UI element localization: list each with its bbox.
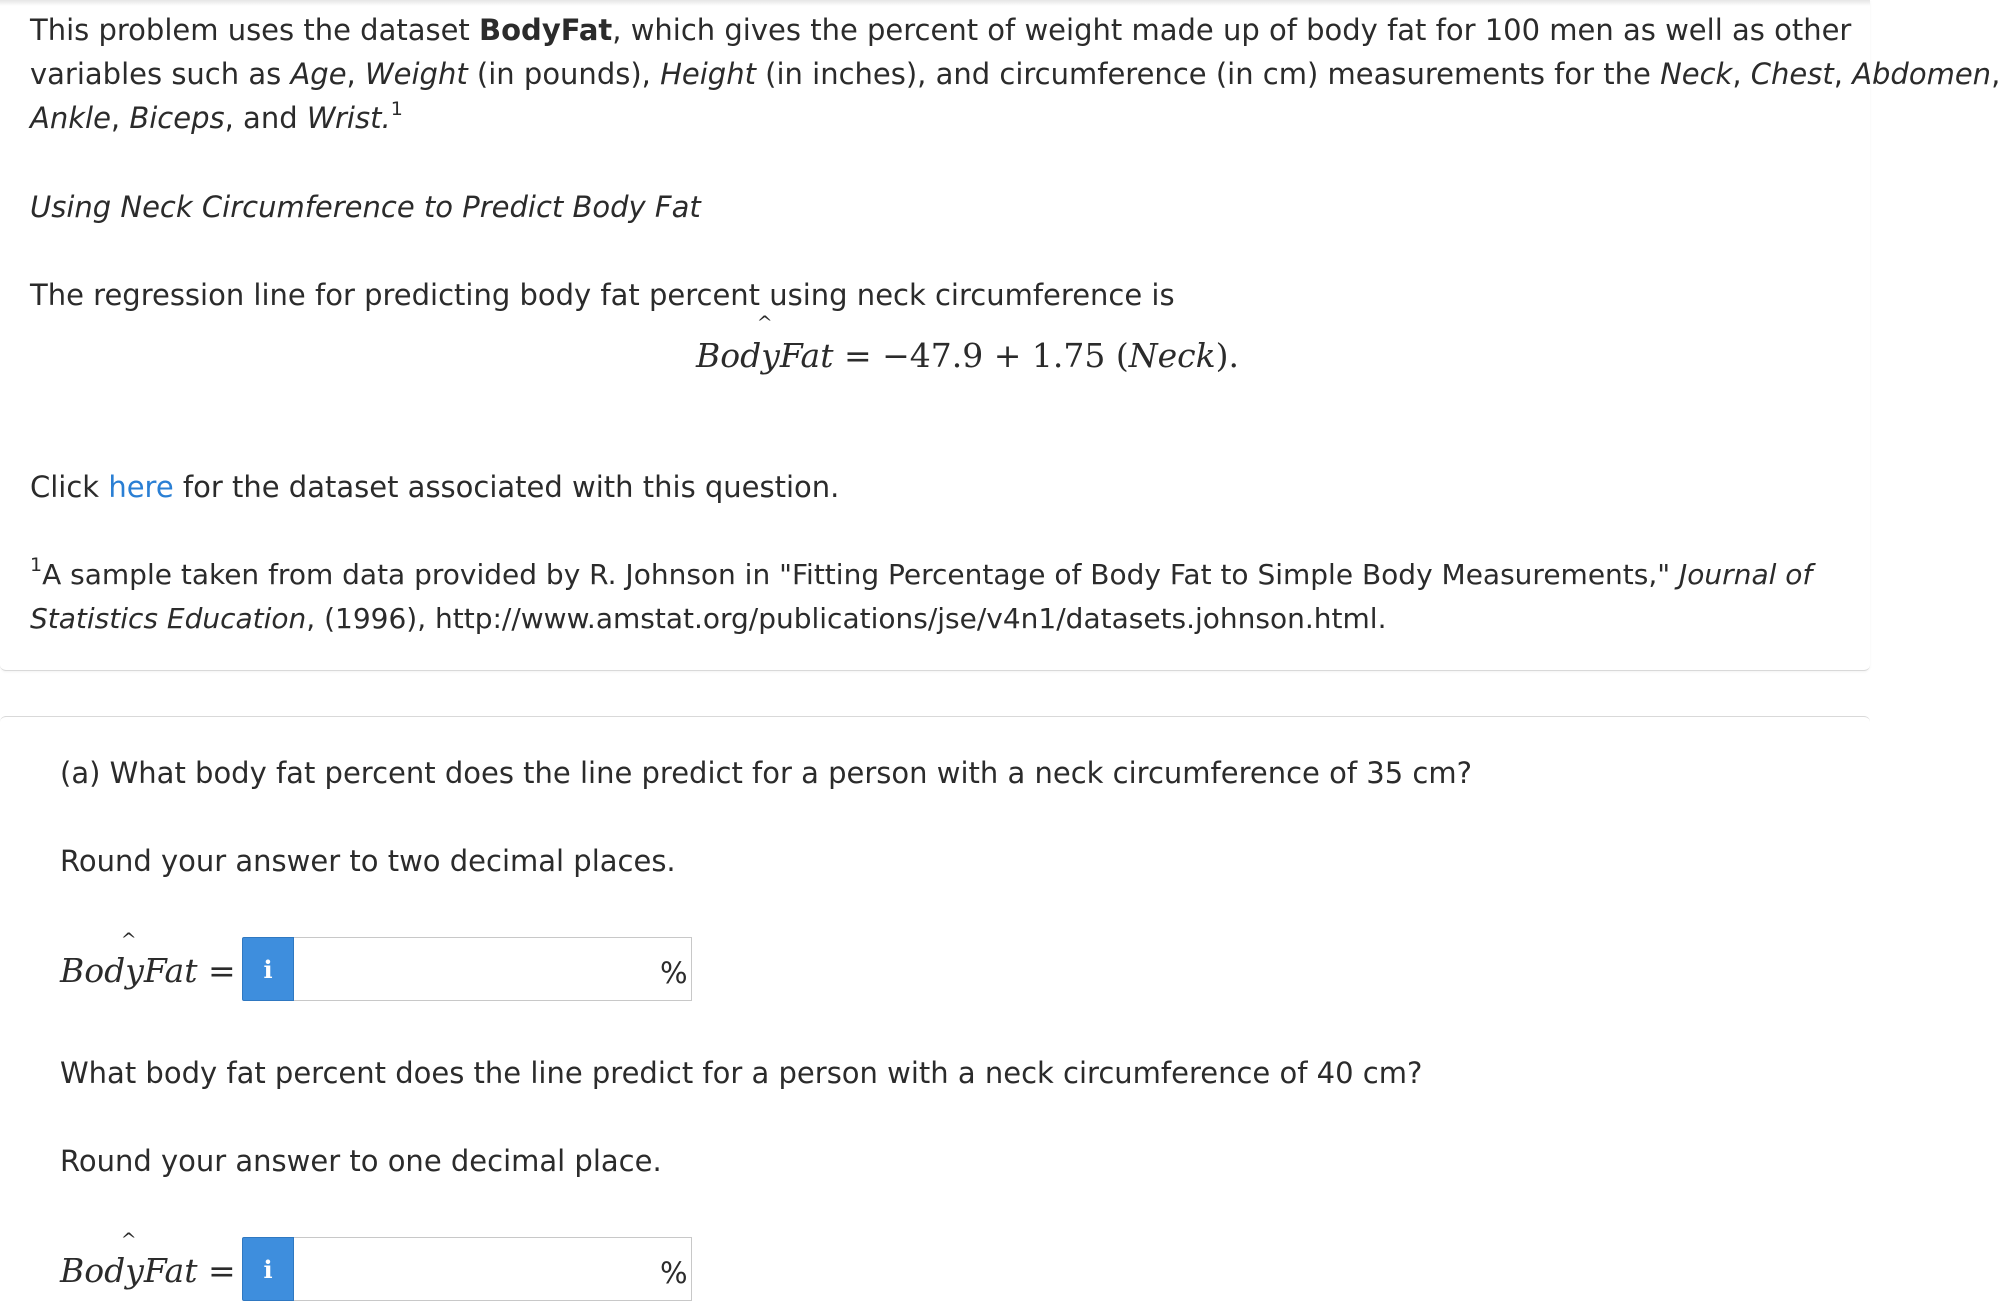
answer-label: ^ BodyFat =	[60, 929, 236, 990]
hat-symbol: ^	[756, 312, 773, 334]
question-2: What body fat percent does the line predict for a person with a neck circumference of 40 cm?	[60, 1056, 1423, 1090]
percent-unit: %	[660, 956, 688, 990]
answer-input-1[interactable]	[294, 937, 692, 1001]
regression-intro: The regression line for predicting body fat percent using neck circumference is	[30, 278, 1175, 312]
info-button[interactable]: i	[242, 937, 294, 1001]
regression-equation: ^ BodyFat = −47.9 + 1.75 (Neck).	[696, 312, 1239, 375]
footnote-marker: 1	[390, 98, 403, 120]
rounding-instruction-2: Round your answer to one decimal place.	[60, 1144, 662, 1178]
dataset-link[interactable]: here	[108, 470, 174, 504]
answer-input-2[interactable]	[294, 1237, 692, 1301]
footnote-line-1: $^1$A sample taken from data provided by R. Johnson in "Fitting Percentage of Body Fat to Simple Body Measurements," Journal of	[30, 554, 1813, 591]
question-1: (a) What body fat percent does the line predict for a person with a neck circumference of 35 cm?	[60, 756, 1472, 790]
info-button[interactable]: i	[242, 1237, 294, 1301]
intro-line-1: This problem uses the dataset BodyFat, which gives the percent of weight made up of body fat for 100 men as well as other	[30, 13, 1852, 47]
answer-label: ^ BodyFat =	[60, 1229, 236, 1290]
dataset-link-line: Click here for the dataset associated with this question.	[30, 470, 840, 504]
section-title: Using Neck Circumference to Predict Body Fat	[30, 190, 701, 224]
intro-line-2: variables such as Age, Weight (in pounds), Height (in inches), and circumference (in cm) measurements for the Neck, Chest, Abdomen,	[30, 57, 2000, 91]
intro-line-3: Ankle, Biceps, and Wrist.$^1$	[30, 98, 403, 135]
dataset-name: BodyFat	[479, 13, 613, 47]
question-card	[0, 716, 1870, 1316]
rounding-instruction-1: Round your answer to two decimal places.	[60, 844, 676, 878]
footnote-line-2: Statistics Education, (1996), http://www.amstat.org/publications/jse/v4n1/datasets.johnson.html.	[30, 602, 1387, 635]
percent-unit: %	[660, 1256, 688, 1290]
